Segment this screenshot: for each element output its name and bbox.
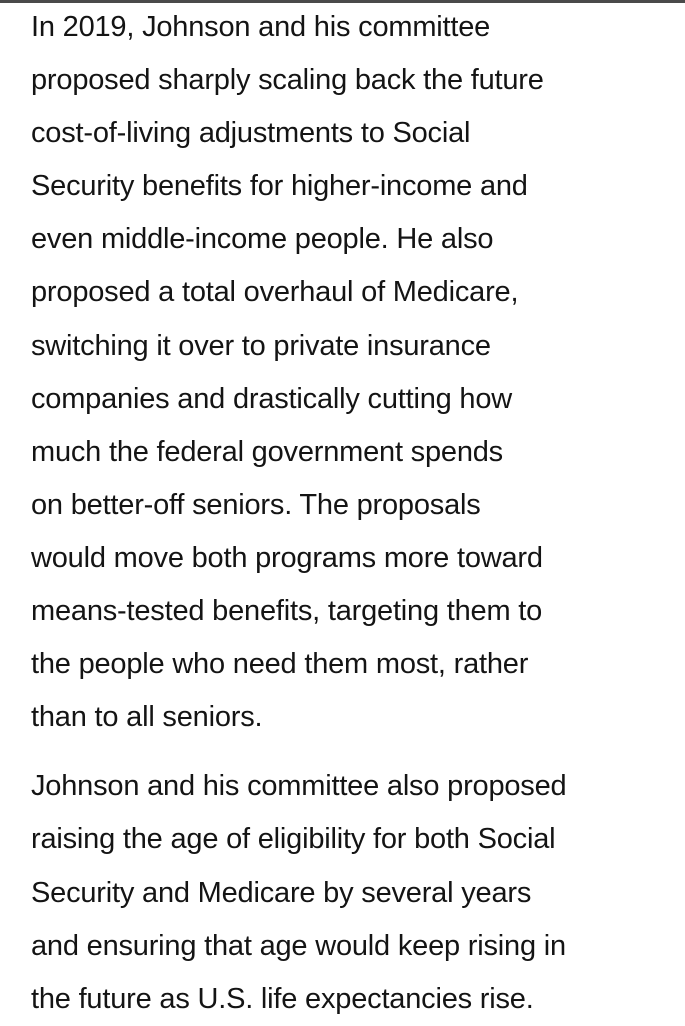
text-line: In 2019, Johnson and his committee (31, 11, 491, 43)
text-line: companies and drastically cutting how (31, 382, 513, 415)
paragraph-2 (31, 760, 661, 1025)
text-line: and ensuring that age would keep rising in (31, 929, 566, 962)
paragraph-1 (31, 1, 661, 744)
text-line: Security and Medicare by several years (31, 876, 532, 909)
text-line: proposed sharply scaling back the future (31, 64, 544, 97)
article-body (31, 0, 661, 1026)
text-line: the future as U.S. life expectancies rise. (31, 982, 534, 1015)
text-line: Johnson and his committee also proposed (31, 770, 567, 803)
text-line: would move both programs more toward (31, 541, 543, 574)
text-line: the people who need them most, rather (31, 648, 529, 681)
text-line: means-tested benefits, targeting them to (31, 595, 543, 628)
text-line: than to all seniors. (31, 701, 263, 734)
text-line: switching it over to private insurance (31, 329, 491, 362)
text-line: cost-of-living adjustments to Social (31, 117, 471, 150)
text-line: raising the age of eligibility for both Social (31, 823, 556, 856)
text-line: Security benefits for higher-income and (31, 170, 528, 203)
text-line: on better-off seniors. The proposals (31, 488, 481, 521)
text-line: even middle-income people. He also (31, 223, 494, 256)
text-line: proposed a total overhaul of Medicare, (31, 276, 519, 309)
text-line: much the federal government spends (31, 435, 503, 468)
